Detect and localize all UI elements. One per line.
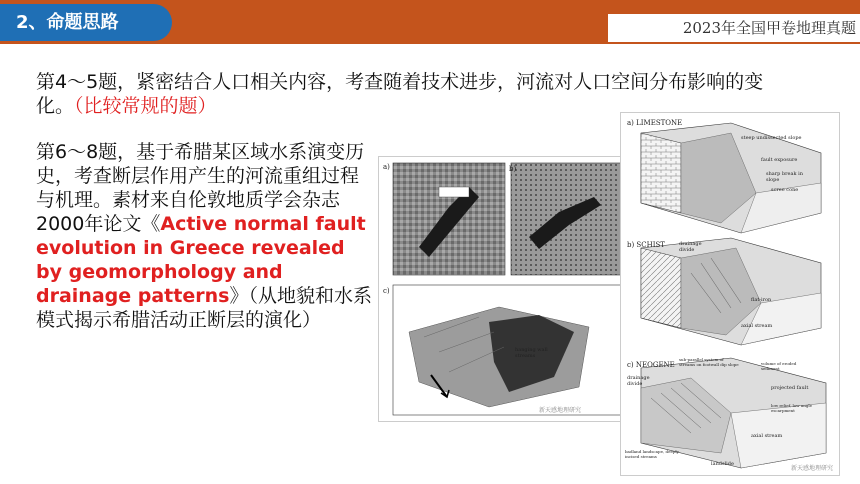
figure-left-watermark: 新天感地理研究	[539, 407, 582, 414]
block-a-note-1: steep undissected slope	[741, 135, 802, 141]
block-c-note-5: low relief, low angle escarpment	[771, 403, 813, 413]
block-a-note-3: sharp break in slope	[766, 171, 803, 183]
block-c-note-1: sub-parallel system of streams on footwall dip slope	[679, 357, 739, 367]
figure-left-label-c: c)	[383, 287, 390, 295]
figure-block-diagrams	[620, 112, 840, 476]
paragraph-q6-8	[36, 140, 376, 332]
figure-right-watermark: 新天感地理研究	[791, 465, 834, 472]
block-b-label: b) SCHIST	[627, 241, 665, 249]
figure-left-label-b: b)	[509, 165, 517, 173]
paragraph-q4-5	[36, 70, 796, 118]
paper-title: Active normal fault evolution in Greece revealed by geomorphology and drainage patterns	[36, 213, 366, 307]
exam-title: 2023年全国甲卷地理真题	[604, 14, 860, 42]
block-b-note-2: flat-iron	[751, 297, 772, 303]
block-a-note-2: fault exposure	[761, 157, 798, 163]
paragraph-q4-5-text: 第4～5题，紧密结合人口相关内容，考查随着技术进步，河流对人口空间分布影响的变化。	[36, 71, 764, 117]
figure-satellite-terrain	[378, 156, 632, 422]
block-c-note-4: projected fault	[771, 385, 809, 391]
block-c-note-7: badland landscape, deeply incised streams	[625, 449, 679, 459]
block-c-note-6: axial stream	[751, 433, 783, 439]
figure-left-label-a: a)	[383, 163, 390, 171]
section-title: 2、命题思路	[0, 4, 172, 41]
block-a-label: a) LIMESTONE	[627, 119, 683, 127]
block-c-note-2: volume of eroded sediment	[761, 361, 797, 371]
block-c-note-3: drainage divide	[627, 375, 650, 387]
block-c-label: c) NEOGENE	[627, 361, 675, 369]
figure-left-note: hanging wall streams	[515, 347, 548, 359]
figure-block-diagrams-graphic	[621, 113, 839, 475]
block-b-note-1: drainage divide	[679, 241, 702, 253]
figure-satellite-terrain-graphic	[379, 157, 631, 421]
paragraph-q6-8-text-b: 》（从地貌和水系模式揭示希腊活动正断层的演化）	[36, 285, 372, 331]
paragraph-q4-5-note: （比较常规的题）	[74, 95, 217, 117]
block-c-note-8: landslide	[711, 461, 734, 467]
block-b-note-3: axial stream	[741, 323, 773, 329]
paragraph-q6-8-text-a: 第6～8题，基于希腊某区域水系演变历史，考查断层作用产生的河流重组过程与机理。素材来自伦敦地质学会杂志2000年论文《	[36, 141, 365, 235]
block-a-note-4: scree cone	[771, 187, 799, 193]
block-b	[641, 238, 821, 345]
